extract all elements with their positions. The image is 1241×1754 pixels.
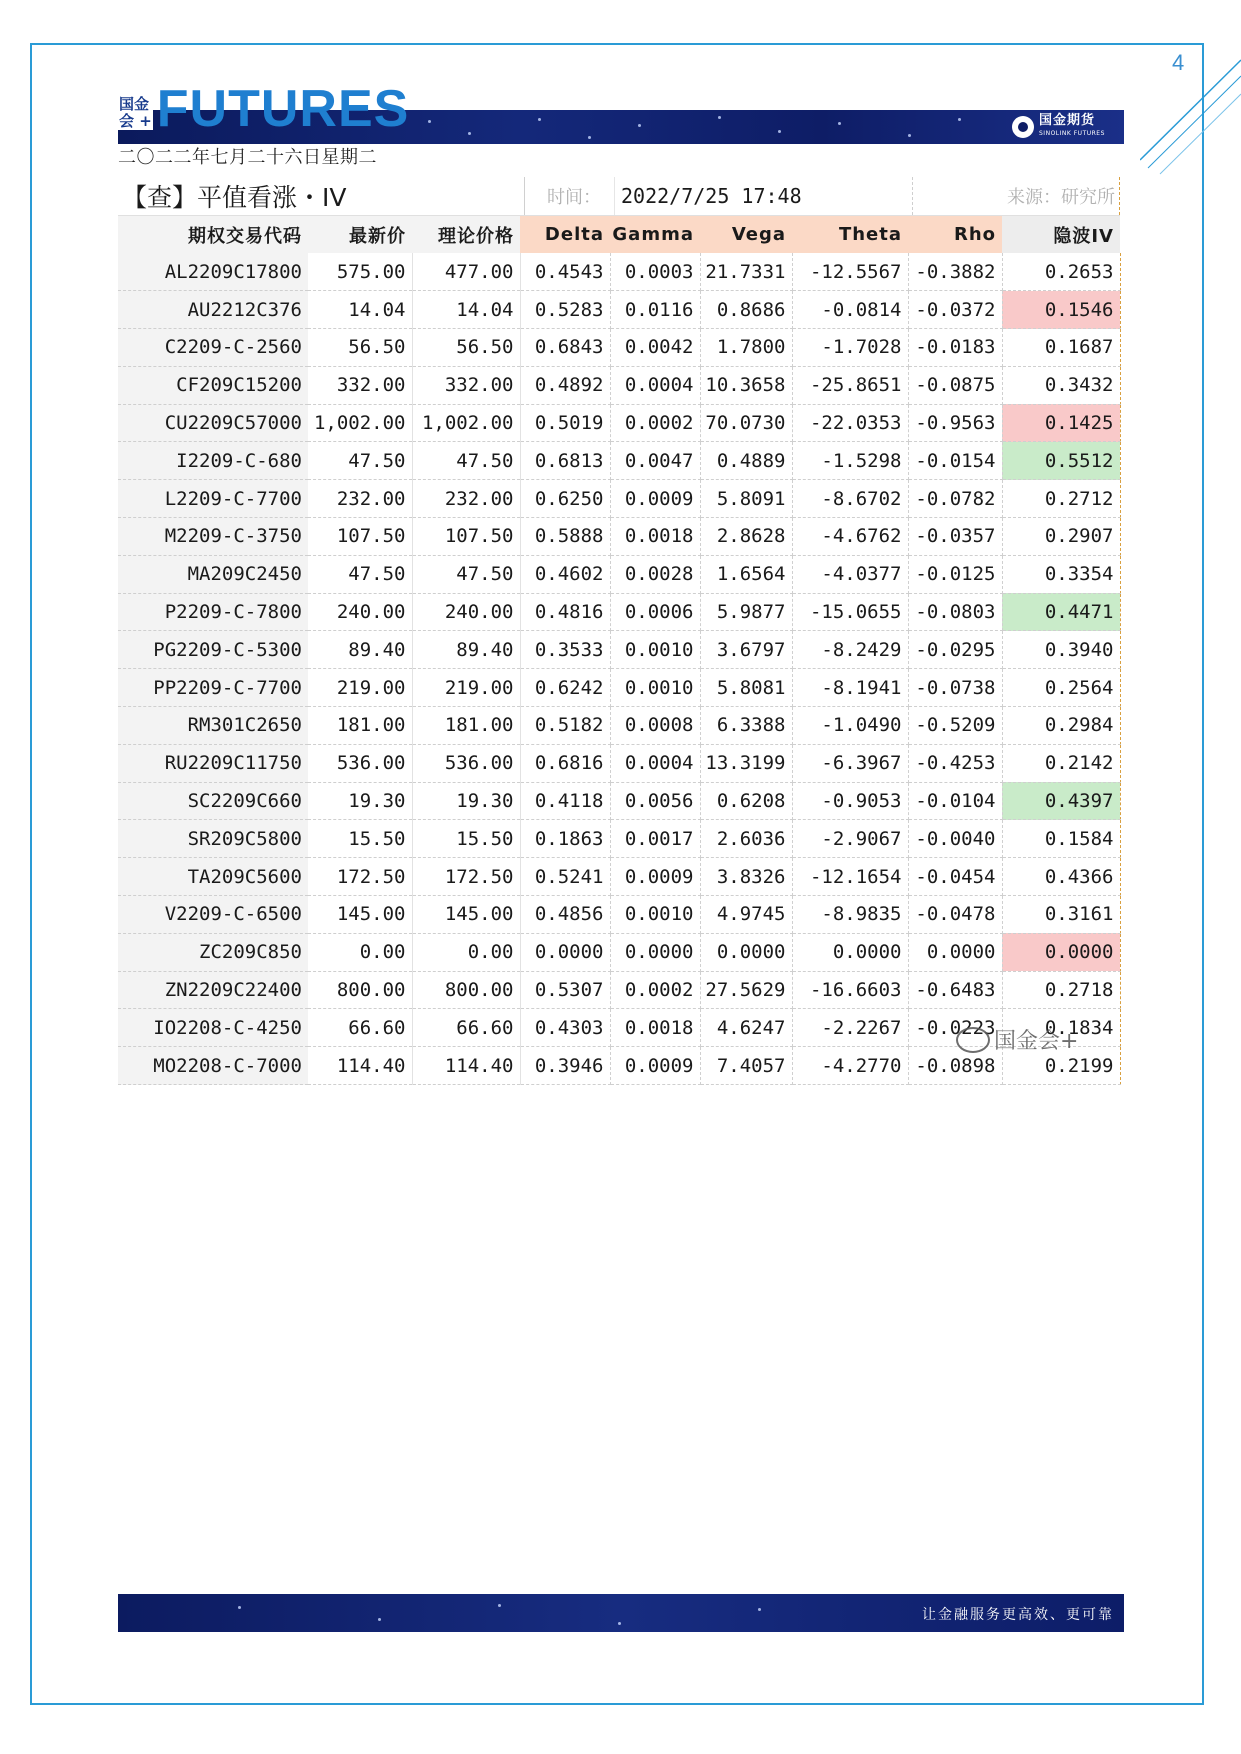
cell-gamma: 0.0009 [610, 480, 700, 518]
cell-last: 66.60 [308, 1009, 412, 1047]
cell-theta: -1.7028 [792, 329, 908, 367]
cell-iv: 0.2907 [1002, 518, 1120, 556]
cell-rho: 0.0000 [908, 933, 1002, 971]
cell-last: 19.30 [308, 782, 412, 820]
cell-gamma: 0.0009 [610, 858, 700, 896]
cell-theo: 219.00 [412, 669, 520, 707]
cell-theta: -25.8651 [792, 366, 908, 404]
cell-theta: -4.2770 [792, 1047, 908, 1085]
cell-iv: 0.3161 [1002, 896, 1120, 934]
table-row [118, 518, 1120, 556]
table-title: 【查】平值看涨・IV [118, 177, 525, 215]
cell-code: CF209C15200 [118, 366, 308, 404]
cell-code: IO2208-C-4250 [118, 1009, 308, 1047]
cell-vega: 70.0730 [700, 404, 792, 442]
cell-delta: 0.4602 [520, 555, 610, 593]
cell-vega: 5.8091 [700, 480, 792, 518]
cell-rho: -0.3882 [908, 253, 1002, 291]
cell-delta: 0.4892 [520, 366, 610, 404]
cell-iv: 0.4471 [1002, 593, 1120, 631]
cell-last: 14.04 [308, 291, 412, 329]
col-header-gamma: Gamma [610, 216, 700, 253]
cell-code: RM301C2650 [118, 707, 308, 745]
cell-vega: 4.6247 [700, 1009, 792, 1047]
cell-iv: 0.3354 [1002, 555, 1120, 593]
cell-gamma: 0.0000 [610, 933, 700, 971]
table-header-row [118, 216, 1120, 253]
cell-rho: -0.0898 [908, 1047, 1002, 1085]
logo-small-line-2: 会 + [119, 112, 152, 130]
cell-code: MA209C2450 [118, 555, 308, 593]
cell-rho: -0.0478 [908, 896, 1002, 934]
cell-code: P2209-C-7800 [118, 593, 308, 631]
cell-last: 181.00 [308, 707, 412, 745]
cell-vega: 4.9745 [700, 896, 792, 934]
cell-iv: 0.2712 [1002, 480, 1120, 518]
cell-rho: -0.0875 [908, 366, 1002, 404]
cell-iv: 0.2984 [1002, 707, 1120, 745]
table-row [118, 366, 1120, 404]
cell-rho: -0.5209 [908, 707, 1002, 745]
cell-rho: -0.0803 [908, 593, 1002, 631]
cell-code: SR209C5800 [118, 820, 308, 858]
cell-delta: 0.6843 [520, 329, 610, 367]
cell-code: ZC209C850 [118, 933, 308, 971]
cell-last: 1,002.00 [308, 404, 412, 442]
table-row [118, 253, 1120, 291]
cell-last: 332.00 [308, 366, 412, 404]
cell-theta: -8.1941 [792, 669, 908, 707]
cell-last: 575.00 [308, 253, 412, 291]
cell-code: SC2209C660 [118, 782, 308, 820]
cell-rho: -0.0104 [908, 782, 1002, 820]
cell-code: RU2209C11750 [118, 744, 308, 782]
cell-last: 172.50 [308, 858, 412, 896]
cell-vega: 5.8081 [700, 669, 792, 707]
cell-theta: -4.6762 [792, 518, 908, 556]
col-header-iv: 隐波IV [1002, 216, 1120, 253]
brand-circle-icon [1012, 116, 1034, 138]
cell-code: PP2209-C-7700 [118, 669, 308, 707]
cell-gamma: 0.0047 [610, 442, 700, 480]
footer-band [118, 1594, 1124, 1632]
table-row [118, 404, 1120, 442]
cell-theta: -8.6702 [792, 480, 908, 518]
cell-vega: 0.4889 [700, 442, 792, 480]
cell-theo: 56.50 [412, 329, 520, 367]
col-header-vega: Vega [700, 216, 792, 253]
table-row [118, 480, 1120, 518]
cell-theo: 47.50 [412, 442, 520, 480]
cell-vega: 3.8326 [700, 858, 792, 896]
cell-iv: 0.3432 [1002, 366, 1120, 404]
table-row [118, 896, 1120, 934]
cell-last: 219.00 [308, 669, 412, 707]
cell-theo: 240.00 [412, 593, 520, 631]
cell-theta: -1.5298 [792, 442, 908, 480]
col-header-code: 期权交易代码 [118, 216, 308, 253]
cell-theo: 536.00 [412, 744, 520, 782]
cell-gamma: 0.0028 [610, 555, 700, 593]
cell-theta: -15.0655 [792, 593, 908, 631]
cell-iv: 0.1584 [1002, 820, 1120, 858]
cell-iv: 0.5512 [1002, 442, 1120, 480]
cell-theta: -2.2267 [792, 1009, 908, 1047]
cell-code: AL2209C17800 [118, 253, 308, 291]
cell-rho: -0.0372 [908, 291, 1002, 329]
cell-last: 15.50 [308, 820, 412, 858]
col-header-theo: 理论价格 [412, 216, 520, 253]
cell-delta: 0.4543 [520, 253, 610, 291]
cell-gamma: 0.0018 [610, 518, 700, 556]
brand-name-cn: 国金期货 [1039, 113, 1096, 128]
brand-name-en: SINOLINK FUTURES [1039, 130, 1105, 137]
cell-code: ZN2209C22400 [118, 971, 308, 1009]
table-row [118, 442, 1120, 480]
cell-iv: 0.4397 [1002, 782, 1120, 820]
cell-vega: 5.9877 [700, 593, 792, 631]
cell-delta: 0.3946 [520, 1047, 610, 1085]
cell-theo: 66.60 [412, 1009, 520, 1047]
wechat-icon [956, 1027, 990, 1053]
cell-delta: 0.3533 [520, 631, 610, 669]
cell-code: M2209-C-3750 [118, 518, 308, 556]
logo [118, 80, 410, 138]
cell-theo: 181.00 [412, 707, 520, 745]
cell-gamma: 0.0002 [610, 404, 700, 442]
cell-last: 107.50 [308, 518, 412, 556]
brand-logo [1012, 114, 1105, 140]
cell-gamma: 0.0017 [610, 820, 700, 858]
cell-gamma: 0.0004 [610, 366, 700, 404]
cell-theo: 172.50 [412, 858, 520, 896]
cell-code: C2209-C-2560 [118, 329, 308, 367]
report-date: 二〇二二年七月二十六日星期二 [118, 147, 377, 168]
source-label: 来源：研究所 [913, 177, 1120, 215]
watermark [956, 1024, 1078, 1055]
cell-theo: 1,002.00 [412, 404, 520, 442]
cell-theo: 89.40 [412, 631, 520, 669]
cell-delta: 0.5182 [520, 707, 610, 745]
cell-delta: 0.4303 [520, 1009, 610, 1047]
table-row [118, 707, 1120, 745]
cell-vega: 1.6564 [700, 555, 792, 593]
table-row [118, 291, 1120, 329]
table-row [118, 971, 1120, 1009]
cell-theo: 145.00 [412, 896, 520, 934]
cell-last: 232.00 [308, 480, 412, 518]
cell-gamma: 0.0010 [610, 896, 700, 934]
table-row [118, 669, 1120, 707]
cell-delta: 0.5241 [520, 858, 610, 896]
footer-slogan: 让金融服务更高效、更可靠 [922, 1607, 1114, 1623]
cell-theta: -4.0377 [792, 555, 908, 593]
cell-delta: 0.5283 [520, 291, 610, 329]
cell-delta: 0.5307 [520, 971, 610, 1009]
cell-rho: -0.0223 [908, 1009, 1002, 1047]
cell-delta: 0.0000 [520, 933, 610, 971]
cell-rho: -0.0154 [908, 442, 1002, 480]
table-row [118, 329, 1120, 367]
cell-code: MO2208-C-7000 [118, 1047, 308, 1085]
cell-code: CU2209C57000 [118, 404, 308, 442]
cell-vega: 0.8686 [700, 291, 792, 329]
col-header-last: 最新价 [308, 216, 412, 253]
cell-last: 56.50 [308, 329, 412, 367]
cell-last: 800.00 [308, 971, 412, 1009]
time-value: 2022/7/25 17:48 [615, 177, 913, 215]
cell-gamma: 0.0008 [610, 707, 700, 745]
cell-iv: 0.2142 [1002, 744, 1120, 782]
cell-code: TA209C5600 [118, 858, 308, 896]
cell-theo: 232.00 [412, 480, 520, 518]
cell-delta: 0.4816 [520, 593, 610, 631]
cell-rho: -0.0738 [908, 669, 1002, 707]
table-row [118, 555, 1120, 593]
cell-code: L2209-C-7700 [118, 480, 308, 518]
cell-delta: 0.6816 [520, 744, 610, 782]
cell-vega: 2.8628 [700, 518, 792, 556]
cell-gamma: 0.0116 [610, 291, 700, 329]
cell-delta: 0.6813 [520, 442, 610, 480]
cell-delta: 0.5888 [520, 518, 610, 556]
cell-rho: -0.4253 [908, 744, 1002, 782]
cell-rho: -0.6483 [908, 971, 1002, 1009]
cell-theta: -16.6603 [792, 971, 908, 1009]
cell-iv: 0.2199 [1002, 1047, 1120, 1085]
cell-theta: -2.9067 [792, 820, 908, 858]
cell-last: 47.50 [308, 555, 412, 593]
cell-theta: -8.2429 [792, 631, 908, 669]
cell-theo: 0.00 [412, 933, 520, 971]
cell-vega: 21.7331 [700, 253, 792, 291]
cell-theo: 477.00 [412, 253, 520, 291]
cell-iv: 0.3940 [1002, 631, 1120, 669]
col-header-rho: Rho [908, 216, 1002, 253]
cell-theo: 800.00 [412, 971, 520, 1009]
cell-vega: 6.3388 [700, 707, 792, 745]
time-label: 时间： [525, 177, 615, 215]
cell-iv: 0.4366 [1002, 858, 1120, 896]
cell-rho: -0.9563 [908, 404, 1002, 442]
cell-rho: -0.0040 [908, 820, 1002, 858]
cell-gamma: 0.0006 [610, 593, 700, 631]
cell-iv: 0.1687 [1002, 329, 1120, 367]
cell-iv: 0.1425 [1002, 404, 1120, 442]
cell-code: PG2209-C-5300 [118, 631, 308, 669]
cell-last: 47.50 [308, 442, 412, 480]
cell-theo: 15.50 [412, 820, 520, 858]
cell-delta: 0.6250 [520, 480, 610, 518]
cell-theta: -8.9835 [792, 896, 908, 934]
greeks-table [118, 216, 1121, 1085]
table-row [118, 631, 1120, 669]
cell-theo: 14.04 [412, 291, 520, 329]
cell-vega: 27.5629 [700, 971, 792, 1009]
table-row [118, 593, 1120, 631]
cell-vega: 2.6036 [700, 820, 792, 858]
cell-vega: 13.3199 [700, 744, 792, 782]
cell-iv: 0.1834 [1002, 1009, 1120, 1047]
cell-iv: 0.2718 [1002, 971, 1120, 1009]
cell-code: AU2212C376 [118, 291, 308, 329]
table-title-row [118, 177, 1120, 216]
cell-gamma: 0.0042 [610, 329, 700, 367]
cell-vega: 1.7800 [700, 329, 792, 367]
cell-theta: -0.9053 [792, 782, 908, 820]
options-table [118, 177, 1120, 1085]
cell-delta: 0.6242 [520, 669, 610, 707]
watermark-text: 国金会+ [994, 1029, 1079, 1054]
cell-gamma: 0.0002 [610, 971, 700, 1009]
cell-iv: 0.1546 [1002, 291, 1120, 329]
table-row [118, 744, 1120, 782]
cell-theta: -12.1654 [792, 858, 908, 896]
page-number: 4 [1172, 50, 1185, 75]
cell-last: 240.00 [308, 593, 412, 631]
cell-vega: 7.4057 [700, 1047, 792, 1085]
cell-last: 114.40 [308, 1047, 412, 1085]
logo-small-line-1: 国金 [118, 96, 153, 113]
cell-delta: 0.4118 [520, 782, 610, 820]
cell-theta: -12.5567 [792, 253, 908, 291]
table-row [118, 858, 1120, 896]
cell-iv: 0.2564 [1002, 669, 1120, 707]
cell-theta: -22.0353 [792, 404, 908, 442]
cell-last: 89.40 [308, 631, 412, 669]
cell-theta: -0.0814 [792, 291, 908, 329]
cell-delta: 0.4856 [520, 896, 610, 934]
table-row [118, 782, 1120, 820]
col-header-delta: Delta [520, 216, 610, 253]
cell-theo: 107.50 [412, 518, 520, 556]
table-body [118, 253, 1120, 1085]
cell-theo: 332.00 [412, 366, 520, 404]
cell-delta: 0.5019 [520, 404, 610, 442]
cell-iv: 0.2653 [1002, 253, 1120, 291]
cell-code: V2209-C-6500 [118, 896, 308, 934]
corner-decoration [1140, 40, 1241, 200]
cell-theo: 47.50 [412, 555, 520, 593]
cell-vega: 0.6208 [700, 782, 792, 820]
cell-last: 0.00 [308, 933, 412, 971]
cell-gamma: 0.0018 [610, 1009, 700, 1047]
cell-gamma: 0.0004 [610, 744, 700, 782]
cell-delta: 0.1863 [520, 820, 610, 858]
cell-vega: 3.6797 [700, 631, 792, 669]
logo-wordmark: FUTURES [156, 80, 410, 138]
cell-last: 145.00 [308, 896, 412, 934]
cell-code: I2209-C-680 [118, 442, 308, 480]
cell-theta: -1.0490 [792, 707, 908, 745]
col-header-theta: Theta [792, 216, 908, 253]
cell-theo: 114.40 [412, 1047, 520, 1085]
cell-last: 536.00 [308, 744, 412, 782]
cell-vega: 10.3658 [700, 366, 792, 404]
cell-iv: 0.0000 [1002, 933, 1120, 971]
cell-rho: -0.0357 [908, 518, 1002, 556]
cell-gamma: 0.0010 [610, 631, 700, 669]
cell-gamma: 0.0056 [610, 782, 700, 820]
cell-rho: -0.0125 [908, 555, 1002, 593]
table-row [118, 820, 1120, 858]
cell-theta: 0.0000 [792, 933, 908, 971]
cell-rho: -0.0782 [908, 480, 1002, 518]
cell-gamma: 0.0010 [610, 669, 700, 707]
table-row [118, 933, 1120, 971]
cell-theta: -6.3967 [792, 744, 908, 782]
cell-gamma: 0.0009 [610, 1047, 700, 1085]
cell-vega: 0.0000 [700, 933, 792, 971]
cell-rho: -0.0183 [908, 329, 1002, 367]
cell-rho: -0.0295 [908, 631, 1002, 669]
cell-rho: -0.0454 [908, 858, 1002, 896]
cell-gamma: 0.0003 [610, 253, 700, 291]
cell-theo: 19.30 [412, 782, 520, 820]
